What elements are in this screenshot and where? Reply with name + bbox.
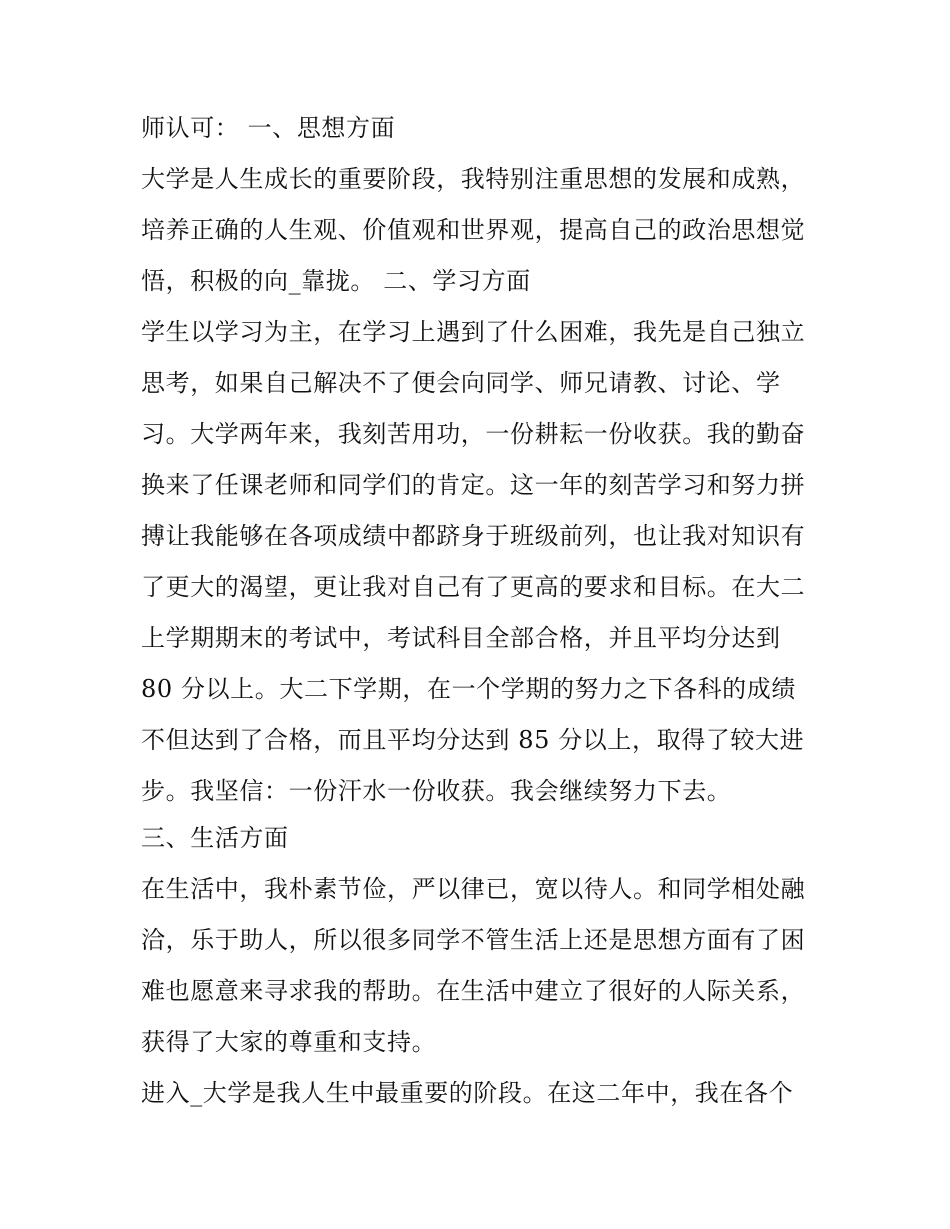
text-line: 搏让我能够在各项成绩中都跻身于班级前列，也让我对知识有: [141, 522, 806, 550]
text-line: 悟，积极的向_靠拢。 二、学习方面: [141, 267, 531, 295]
text-line: 学生以学习为主，在学习上遇到了什么困难，我先是自己独立: [141, 318, 806, 346]
text-line: 上学期期末的考试中，考试科目全部合格，并且平均分达到: [141, 624, 781, 652]
text-line: 不但达到了合格，而且平均分达到 85 分以上，取得了较大进: [141, 726, 805, 754]
text-line: 师认可： 一、思想方面: [141, 114, 396, 142]
text-line: 培养正确的人生观、价值观和世界观，提高自己的政治思想觉: [141, 216, 806, 244]
text-line: 大学是人生成长的重要阶段，我特别注重思想的发展和成熟，: [141, 165, 806, 193]
text-line: 进入_大学是我人生中最重要的阶段。在这二年中，我在各个: [141, 1079, 794, 1107]
text-line: 洽，乐于助人，所以很多同学不管生活上还是思想方面有了困: [141, 926, 806, 954]
text-line: 了更大的渴望，更让我对自己有了更高的要求和目标。在大二: [141, 573, 806, 601]
text-line: 80 分以上。大二下学期，在一个学期的努力之下各科的成绩: [141, 675, 796, 703]
text-line: 换来了任课老师和同学们的肯定。这一年的刻苦学习和努力拼: [141, 471, 806, 499]
text-line: 在生活中，我朴素节俭，严以律已，宽以待人。和同学相处融: [141, 875, 806, 903]
section-heading: 三、生活方面: [141, 824, 289, 852]
text-line: 难也愿意来寻求我的帮助。在生活中建立了很好的人际关系，: [141, 977, 806, 1005]
text-line: 思考，如果自己解决不了便会向同学、师兄请教、讨论、学: [141, 369, 781, 397]
text-line: 习。大学两年来，我刻苦用功，一份耕耘一份收获。我的勤奋: [141, 420, 806, 448]
document-body: [141, 108, 821, 1124]
text-line: 获得了大家的尊重和支持。: [141, 1028, 437, 1056]
text-line: 步。我坚信：一份汗水一份收获。我会继续努力下去。: [141, 777, 732, 805]
